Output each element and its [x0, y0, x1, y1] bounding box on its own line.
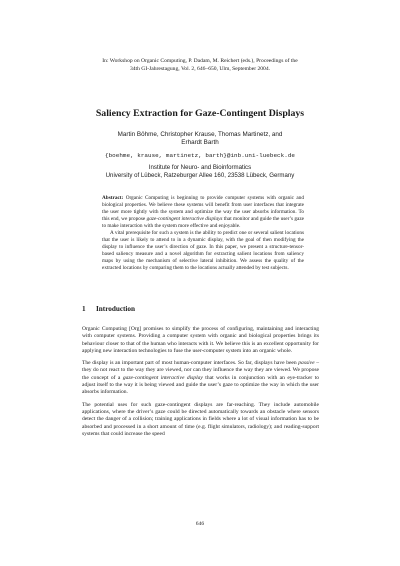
body-text: The display is an important part of most human-computer interfaces. So far, displays have been	[82, 360, 297, 367]
page-number: 646	[195, 521, 205, 527]
section-body	[82, 326, 319, 443]
authors-line: Erhardt Barth	[181, 139, 219, 147]
body-paragraph	[82, 360, 319, 396]
abstract	[102, 195, 304, 273]
author-emails: {boehme, krause, martinetz, barth}@inb.uni-luebeck.de	[104, 152, 295, 159]
venue-line: In: Workshop on Organic Computing, P. Dadam, M. Reichert (eds.), Proceedings of the	[102, 58, 298, 64]
body-text: – they do not react to the way they are viewed, nor can they influence the way they are viewed. We propose the concept of a	[82, 360, 320, 381]
affiliation-line: Institute for Neuro- and Bioinformatics	[148, 164, 252, 171]
abstract-paragraph: A vital prerequisite for such a system is the ability to predict one or several salient locations that the user is likely to attend to in a dynamic display, with the goal of then modifying the display to influence the user’s direction of gaze. In this paper, we present a structure-tensor-based saliency measure and a novel algorithm for extracting salient locations from saliency maps by using the mechanism of selective lateral inhibition. We assess the quality of the extracted locations by comparing them to the locations actually attended by test subjects.	[102, 230, 304, 272]
paper-title: Saliency Extraction for Gaze-Contingent Displays	[95, 108, 305, 119]
abstract-text: that monitor and guide the user’s gaze to make interaction with the system more effective and enjoyable.	[102, 216, 304, 230]
abstract-text: Organic Computing is beginning to provide computer systems with organic and biological properties. We believe these systems will benefit from user interfaces that integrate the user more tightly with the system and optimize the way the user absorbs information. To this end, we propose	[102, 195, 304, 223]
abstract-label: Abstract:	[102, 195, 124, 201]
section-heading	[82, 305, 135, 313]
body-emphasis: gaze-contingent interactive display	[122, 374, 203, 381]
abstract-emphasis: gaze-contingent interactive displays	[146, 216, 223, 223]
affiliation	[60, 164, 340, 180]
body-emphasis: passive	[298, 360, 315, 367]
venue-note	[80, 57, 320, 73]
section-title: Introduction	[96, 305, 136, 313]
body-paragraph: Organic Computing [Org] promises to simplify the process of configuring, maintaining and interacting with computer systems. Providing a computer system with organic and biological properties brings its behaviour closer to that of the human who interacts with it. We believe this is an excellent opportunity for applying new interaction technologies to fuse the user-computer system into an organic whole.	[82, 326, 319, 354]
body-text: that works in conjunction with an eye-tracker to adjust itself to the way it is being viewed and guide the user’s gaze to optimize the way in which the user absorbs information.	[82, 374, 320, 396]
venue-line: 34th GI-Jahrestagung, Vol. 2, 646–650, Ulm, September 2004.	[129, 66, 271, 72]
abstract-paragraph	[102, 195, 304, 230]
affiliation-line: University of Lübeck, Ratzeburger Allee 160, 23538 Lübeck, Germany	[105, 172, 295, 179]
section-number: 1	[82, 305, 86, 313]
authors-line: Martin Böhme, Christopher Krause, Thomas Martinetz, and	[117, 131, 283, 138]
author-list	[90, 131, 310, 147]
body-paragraph: The potential uses for such gaze-contingent displays are far-reaching. They include automobile applications, where the driver’s gaze could be directed automatically towards an obstacle where sensors detect the danger of a collision; training applications in fields where a lot of visual information has to be absorbed and processed in a short amount of time (e.g. flight simulators, radiology); and reading-support systems that could increase the speed	[82, 401, 319, 437]
